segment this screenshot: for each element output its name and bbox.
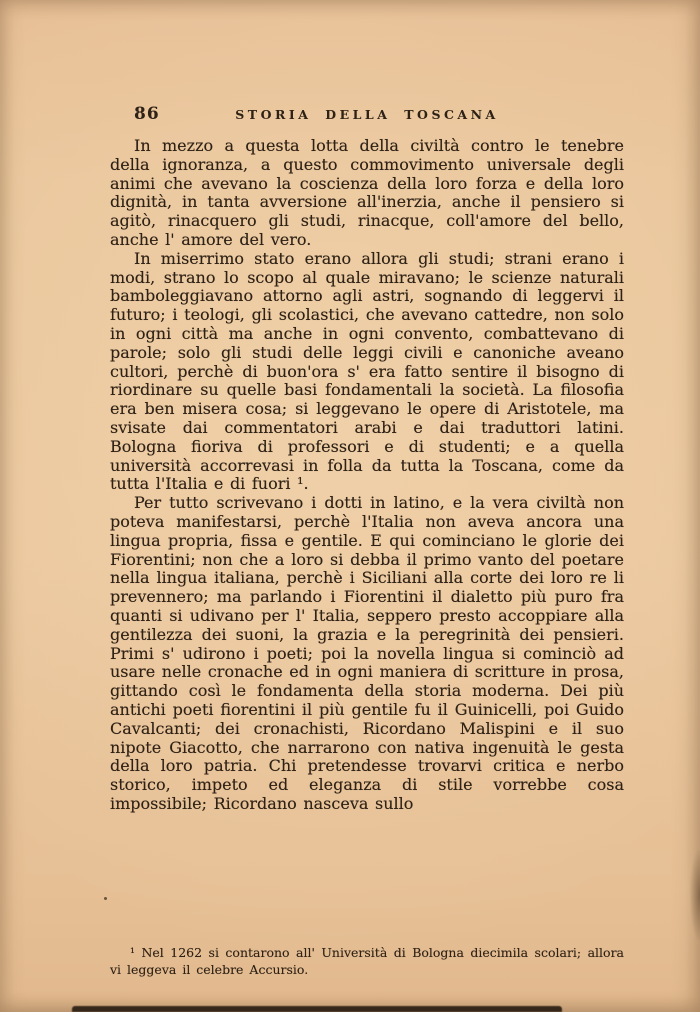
scan-edge-artifact [72,1006,562,1012]
paragraph-1: In mezzo a questa lotta della civiltà contro le tenebre della ignoranza, a questo commovimento universale degli animi che avevano la coscienza della loro forza e della loro dignità, in tanta avversione all'inerzia, anche il pensiero si agitò, rinacquero gli studi, rinacque, coll'amore del bello, anche l' amore del vero. [110,136,624,249]
paragraph-2: In miserrimo stato erano allora gli studi; strani erano i modi, strano lo scopo al quale miravano; le scienze naturali bamboleggiavano attorno agli astri, sognando di leggervi il futuro; i teologi, gli scolastici, che avevano cattedre, non solo in ogni città ma anche in ogni convento, combattevano di parole; solo gli studi delle leggi civili e canoniche aveano cultori, perchè di buon'ora s' era fatto sentire il bisogno di riordinare su quelle basi fondamentali la società. La filosofia era ben misera cosa; si leggevano le opere di Aristotele, ma svisate dai commentatori arabi e dai traduttori latini. Bologna fioriva di professori e di studenti; e a quella università accorrevasi in folla da tutta la Toscana, come da tutta l'Italia e di fuori ¹. [110,248,624,494]
page-number: 86 [134,104,160,124]
ink-speck [104,897,107,900]
scan-smudge-artifact [690,850,700,940]
page-header [110,104,624,126]
body-text [110,137,624,814]
footnote: ¹ Nel 1262 si contarono all' Università di Bologna diecimila scolari; allora vi leggeva il celebre Accursio. [110,945,624,977]
running-title: STORIA DELLA TOSCANA [235,107,499,122]
paragraph-3: Per tutto scrivevano i dotti in latino, e la vera civiltà non poteva manifestarsi, perchè l'Italia non aveva ancora una lingua propria, fissa e gentile. E qui cominciano le glorie dei Fiorentini; non che a loro si debba il primo vanto del poetare nella lingua italiana, perchè i Siciliani alla corte dei loro re li prevennero; ma parlando i Fiorentini il dialetto più puro fra quanti si udivano per l' Italia, seppero presto accoppiare alla gentilezza dei suoni, la grazia e la peregrinità dei pensieri. Primi s' udirono i poeti; poi la novella lingua si cominciò ad usare nelle cronache ed in ogni maniera di scritture in prosa, gittando così le fondamenta della storia moderna. Dei più antichi poeti fiorentini il più gentile fu il Guinicelli, poi Guido Cavalcanti; dei cronachisti, Ricordano Malispini e il suo nipote Giacotto, che narrarono con nativa ingenuità le gesta della loro patria. Chi pretendesse trovarvi critica e nerbo storico, impeto ed eleganza di stile vorrebbe cosa impossibile; Ricordano nasceva sullo [110,493,624,813]
